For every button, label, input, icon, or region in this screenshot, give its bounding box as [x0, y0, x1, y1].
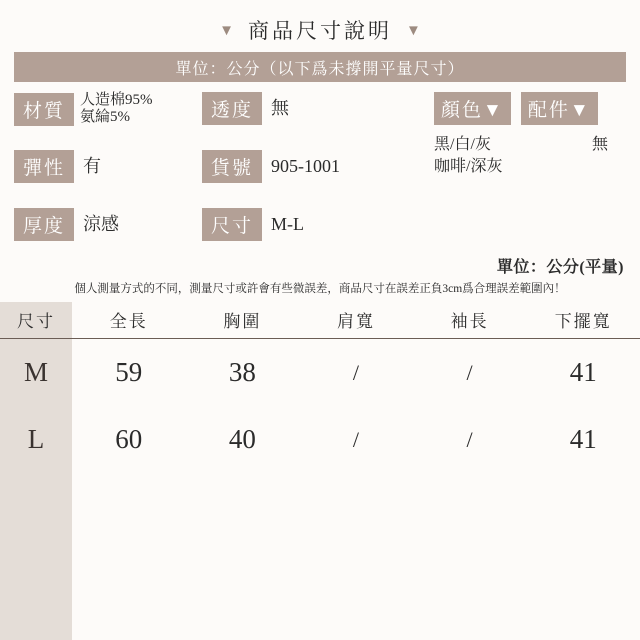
spec-color-values: [434, 134, 574, 177]
spec-accessory-value: 無: [591, 136, 608, 153]
row-l-size: L: [0, 406, 72, 473]
size-table-wrap: [0, 302, 640, 473]
unit-banner: 單位：公分（以下爲未撐開平量尺寸）: [14, 52, 626, 82]
spec-color-line1: 黑/白/灰: [434, 136, 491, 153]
spec-item-number: [202, 150, 340, 183]
row-m-size: M: [0, 339, 72, 407]
table-header-size: 尺寸: [0, 302, 72, 339]
row-l-bust: 40: [228, 424, 256, 454]
row-m-length: 59: [115, 357, 143, 387]
spec-elasticity-value: 有: [83, 155, 102, 176]
spec-material-label: 材質: [14, 93, 74, 126]
spec-color-accessory-block: [434, 92, 626, 177]
row-m-hem: 41: [569, 357, 597, 387]
spec-material: [14, 92, 153, 127]
spec-elasticity-label: 彈性: [14, 150, 74, 183]
table-header-hem: 下擺寬: [526, 302, 640, 339]
spec-accessory-label[interactable]: 配件▼: [521, 92, 598, 125]
spec-size-value: M-L: [271, 213, 305, 234]
spec-color-label[interactable]: 顏色▼: [434, 92, 511, 125]
table-header-shoulder: 肩寬: [299, 302, 413, 339]
triangle-left-icon: ▼: [219, 22, 234, 39]
table-header-bust: 胸圍: [186, 302, 300, 339]
spec-size: [202, 208, 304, 241]
spec-material-value-line1: 人造棉95%: [80, 92, 153, 108]
row-m-bust: 38: [228, 357, 256, 387]
spec-transparency-value: 無: [271, 97, 290, 118]
page-title-row: [0, 0, 640, 46]
row-m-shoulder: /: [352, 359, 360, 385]
row-m-sleeve: /: [466, 359, 473, 385]
triangle-right-icon: ▼: [406, 22, 421, 39]
table-first-column-fill: [0, 473, 72, 640]
table-row: [0, 339, 640, 407]
measurement-disclaimer: 個人測量方式的不同，測量尺寸或許會有些微誤差，商品尺寸在誤差正負3cm爲合理誤差範圍內！: [74, 283, 566, 295]
row-l-length: 60: [115, 424, 143, 454]
row-l-sleeve: /: [466, 426, 473, 452]
spec-elasticity: [14, 150, 101, 183]
table-header-sleeve: 袖長: [413, 302, 527, 339]
table-row: [0, 406, 640, 473]
spec-color-accessory-headers: [434, 92, 626, 125]
size-table: [0, 302, 640, 473]
spec-thickness-label: 厚度: [14, 208, 74, 241]
spec-color-line2: 咖啡/深灰: [434, 157, 503, 175]
table-header-row: [0, 302, 640, 339]
spec-material-value-line2: 氨綸5%: [80, 109, 131, 126]
spec-material-value: [80, 92, 153, 127]
spec-color-accessory-values: [434, 134, 626, 177]
spec-thickness: [14, 208, 119, 241]
spec-transparency-label: 透度: [202, 92, 262, 125]
spec-thickness-value: 涼感: [83, 213, 120, 234]
page-title: 商品尺寸說明: [248, 19, 392, 43]
spec-block: [14, 92, 626, 252]
row-l-shoulder: /: [352, 426, 360, 452]
unit-note-right: 單位：公分(平量): [496, 259, 624, 276]
spec-item-number-label: 貨號: [202, 150, 262, 183]
row-l-hem: 41: [569, 424, 597, 454]
table-header-length: 全長: [72, 302, 186, 339]
spec-size-label: 尺寸: [202, 208, 262, 241]
spec-transparency: [202, 92, 289, 125]
spec-item-number-value: 905-1001: [271, 155, 341, 176]
